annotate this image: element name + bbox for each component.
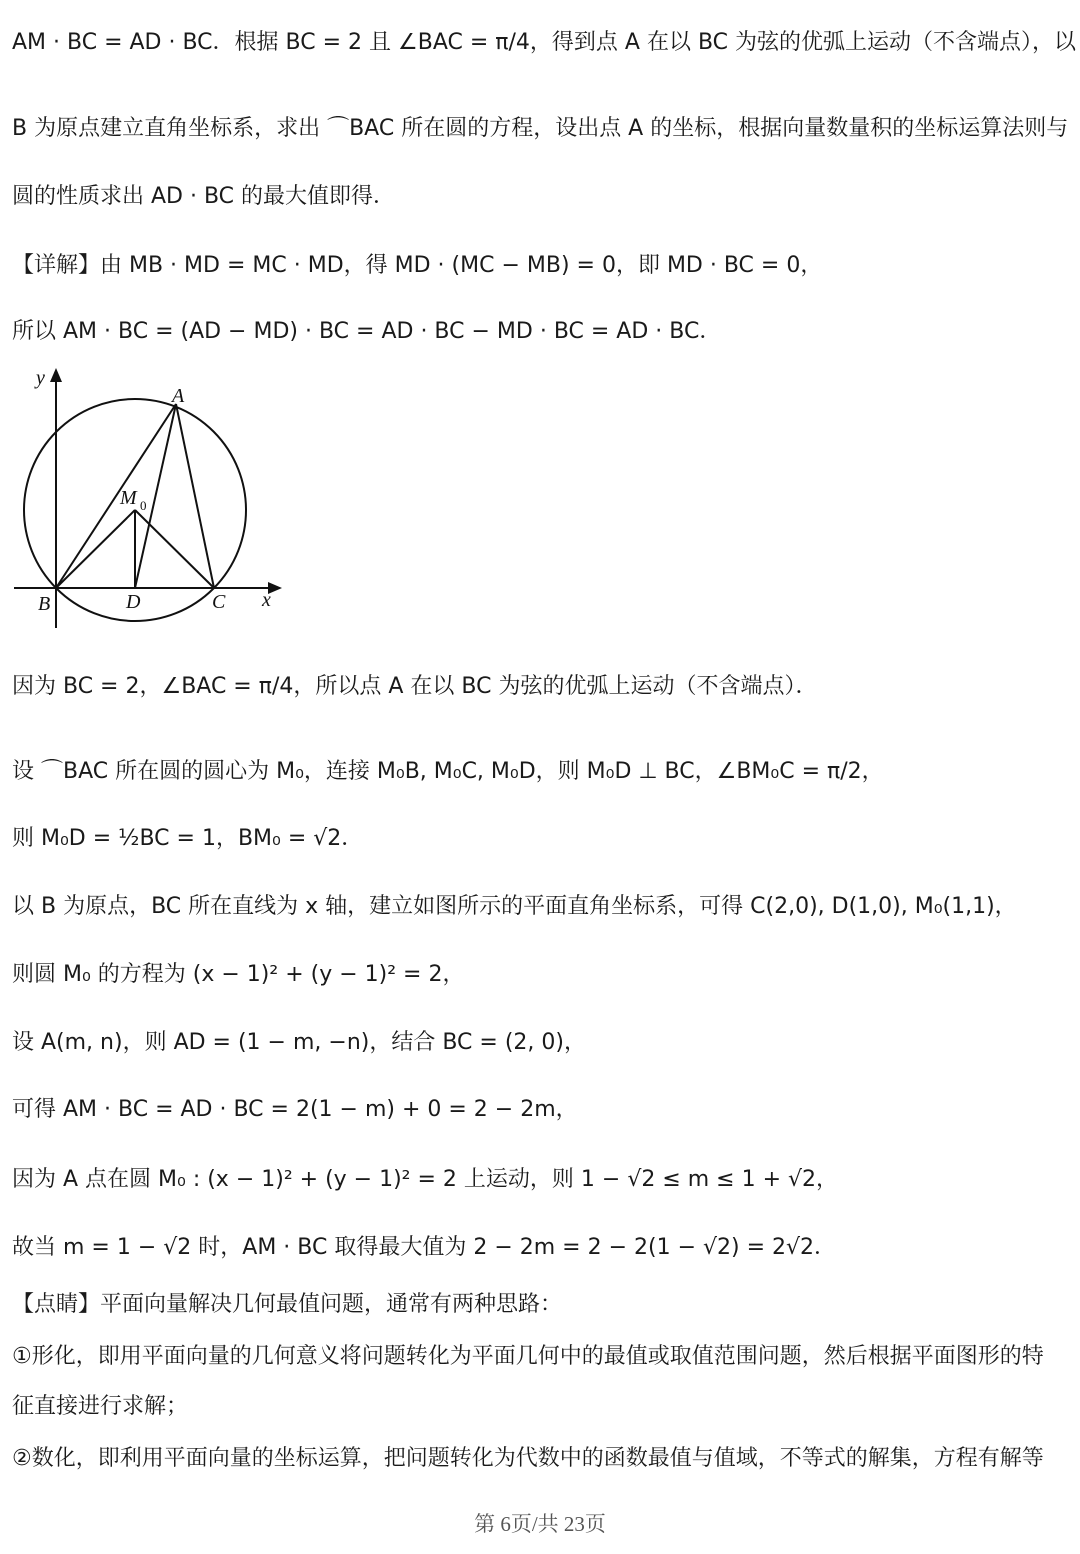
y-axis-arrow: [50, 368, 62, 382]
page-footer: 第 6页/共 23页: [474, 1512, 606, 1536]
text-line-16: ①形化，即用平面向量的几何意义将问题转化为平面几何中的最值或取值范围问题，然后根据平面图形的特: [12, 1344, 1044, 1369]
label-b: B: [38, 593, 51, 615]
label-d: D: [126, 591, 141, 613]
geometry-figure: [10, 362, 290, 632]
label-a: A: [172, 385, 185, 407]
text-line-18: ②数化，即利用平面向量的坐标运算，把问题转化为代数中的函数最值与值域，不等式的解集，方程有解等: [12, 1446, 1044, 1471]
text-line-5: 所以 AM · BC = (AD − MD) · BC = AD · BC − MD · BC = AD · BC．: [12, 319, 722, 344]
label-y: y: [36, 367, 45, 389]
text-line-1: AM · BC = AD · BC．根据 BC = 2 且 ∠BAC = π/4，得到点 A 在以 BC 为弦的优弧上运动（不含端点），以: [12, 30, 1077, 55]
text-line-2: B 为原点建立直角坐标系，求出 ⌒BAC 所在圆的方程，设出点 A 的坐标，根据向量数量积的坐标运算法则与: [12, 116, 1069, 141]
text-line-9: 以 B 为原点，BC 所在直线为 x 轴，建立如图所示的平面直角坐标系，可得 C(2,0), D(1,0), M₀(1,1)，: [12, 894, 1017, 919]
text-line-17: 征直接进行求解；: [12, 1394, 189, 1419]
segment-ca: [176, 404, 214, 588]
circle-diagram: [10, 362, 290, 632]
text-line-13: 因为 A 点在圆 M₀ : (x − 1)² + (y − 1)² = 2 上运动，则 1 − √2 ≤ m ≤ 1 + √2，: [12, 1167, 839, 1192]
text-line-14: 故当 m = 1 − √2 时，AM · BC 取得最大值为 2 − 2m = 2 − 2(1 − √2) = 2√2．: [12, 1235, 837, 1260]
label-c: C: [212, 591, 226, 613]
text-line-12: 可得 AM · BC = AD · BC = 2(1 − m) + 0 = 2 − 2m，: [12, 1097, 578, 1122]
segment-m0b: [56, 510, 135, 588]
label-m0-sub: 0: [140, 498, 147, 513]
label-x: x: [262, 589, 271, 611]
text-line-6: 因为 BC = 2，∠BAC = π/4，所以点 A 在以 BC 为弦的优弧上运动（不含端点）．: [12, 674, 818, 699]
text-line-8: 则 M₀D = ½BC = 1，BM₀ = √2．: [12, 826, 364, 851]
segment-m0c: [135, 510, 214, 588]
segment-ba: [56, 404, 176, 588]
text-line-3: 圆的性质求出 AD · BC 的最大值即得．: [12, 184, 396, 209]
label-m0: M: [120, 487, 137, 509]
key-point-heading: 【点睛】平面向量解决几何最值问题，通常有两种思路：: [12, 1292, 563, 1317]
detail-heading-line: 【详解】由 MB · MD = MC · MD，得 MD · (MC − MB) = 0，即 MD · BC = 0，: [12, 253, 823, 278]
segment-da: [135, 404, 176, 588]
text-line-10: 则圆 M₀ 的方程为 (x − 1)² + (y − 1)² = 2，: [12, 962, 465, 987]
text-line-11: 设 A(m, n)，则 AD = (1 − m, −n)，结合 BC = (2, 0)，: [12, 1030, 586, 1055]
text-line-7: 设 ⌒BAC 所在圆的圆心为 M₀，连接 M₀B, M₀C, M₀D，则 M₀D ⊥ BC，∠BM₀C = π/2，: [12, 759, 884, 784]
